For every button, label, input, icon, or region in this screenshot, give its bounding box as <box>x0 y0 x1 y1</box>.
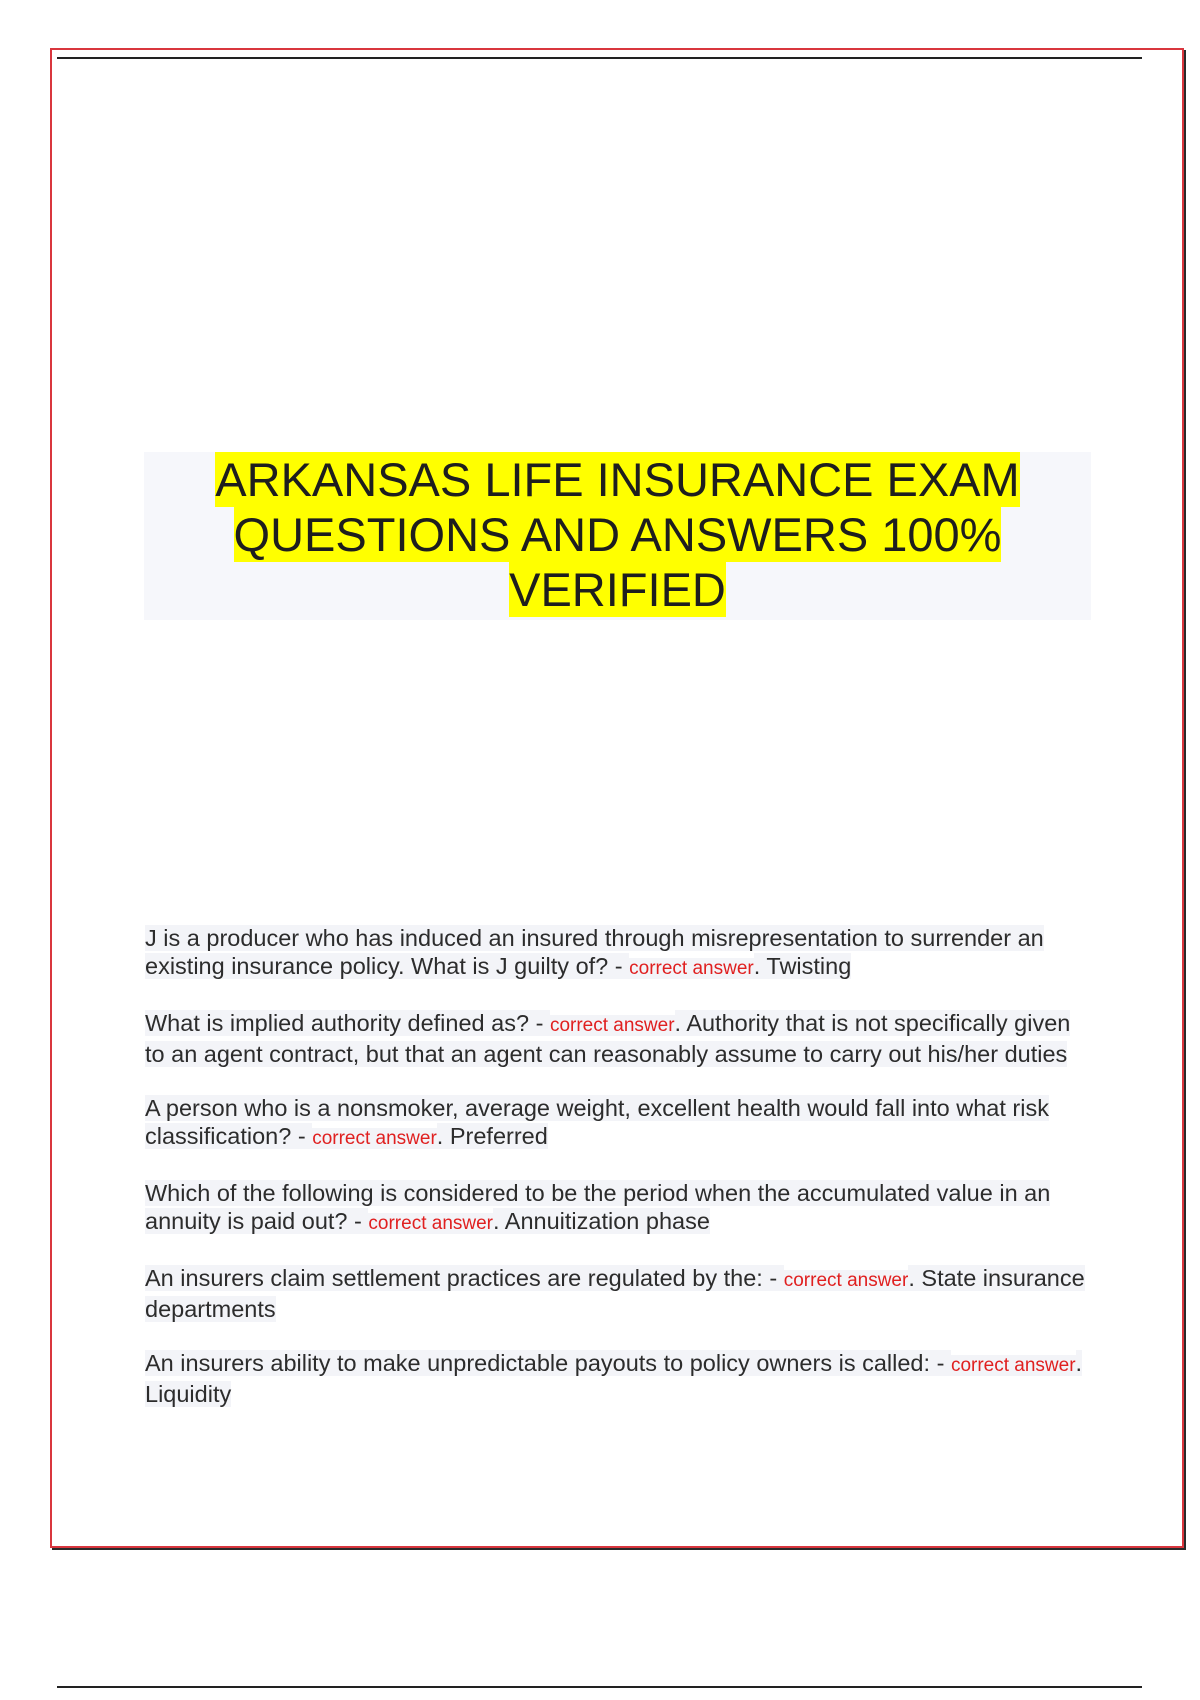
answer-suffix: . <box>493 1208 505 1234</box>
separator: - <box>762 1265 784 1291</box>
correct-answer-label: correct answer <box>783 1270 909 1291</box>
question-text: J is a producer who has induced an insured through misrepresentation to surrender an existing insurance policy. What is J guilty of? <box>145 925 1044 979</box>
qa-item <box>145 1179 1090 1238</box>
correct-answer-label: correct answer <box>549 1015 675 1036</box>
answer-text: Liquidity <box>145 1381 232 1407</box>
answer-suffix: . <box>674 1010 687 1036</box>
separator: - <box>930 1350 951 1376</box>
question-text: What is implied authority defined as? <box>145 1010 530 1036</box>
question-text: Which of the following is considered to be the period when the accumulated value in an annuity is paid out? <box>145 1180 1051 1234</box>
separator: - <box>347 1208 369 1234</box>
separator: - <box>608 953 630 979</box>
document-title <box>144 452 1091 617</box>
bottom-rule <box>57 1686 1142 1688</box>
question-text: An insurers ability to make unpredictable payouts to policy owners is called: <box>145 1350 931 1376</box>
top-rule <box>57 57 1142 59</box>
title-block <box>144 452 1091 620</box>
correct-answer-label: correct answer <box>312 1128 437 1149</box>
qa-list <box>145 924 1090 1434</box>
qa-item <box>145 1264 1090 1323</box>
document-title-text: ARKANSAS LIFE INSURANCE EXAM QUESTIONS AND ANSWERS 100% VERIFIED <box>215 453 1020 616</box>
qa-item <box>145 924 1090 983</box>
answer-suffix: . <box>1075 1350 1083 1376</box>
answer-text: State insurance departments <box>145 1265 1085 1322</box>
answer-suffix: . <box>908 1265 922 1291</box>
answer-text: Preferred <box>449 1123 548 1149</box>
question-text: An insurers claim settlement practices are regulated by the: <box>145 1265 763 1291</box>
answer-text: Annuitization phase <box>504 1208 710 1234</box>
correct-answer-label: correct answer <box>629 958 754 979</box>
question-text: A person who is a nonsmoker, average weight, excellent health would fall into what risk classification? <box>145 1095 1049 1149</box>
qa-item <box>145 1349 1090 1408</box>
correct-answer-label: correct answer <box>950 1355 1076 1376</box>
answer-suffix: . <box>436 1123 450 1149</box>
separator: - <box>291 1123 313 1149</box>
correct-answer-label: correct answer <box>368 1213 494 1234</box>
answer-text: Twisting <box>766 953 852 979</box>
answer-suffix: . <box>753 953 767 979</box>
qa-item <box>145 1009 1090 1068</box>
answer-text: Authority that is not specifically given to an agent contract, but that an agent can reasonably assume to carry out his/her duties <box>145 1010 1071 1067</box>
separator: - <box>529 1010 550 1036</box>
qa-item <box>145 1094 1090 1153</box>
